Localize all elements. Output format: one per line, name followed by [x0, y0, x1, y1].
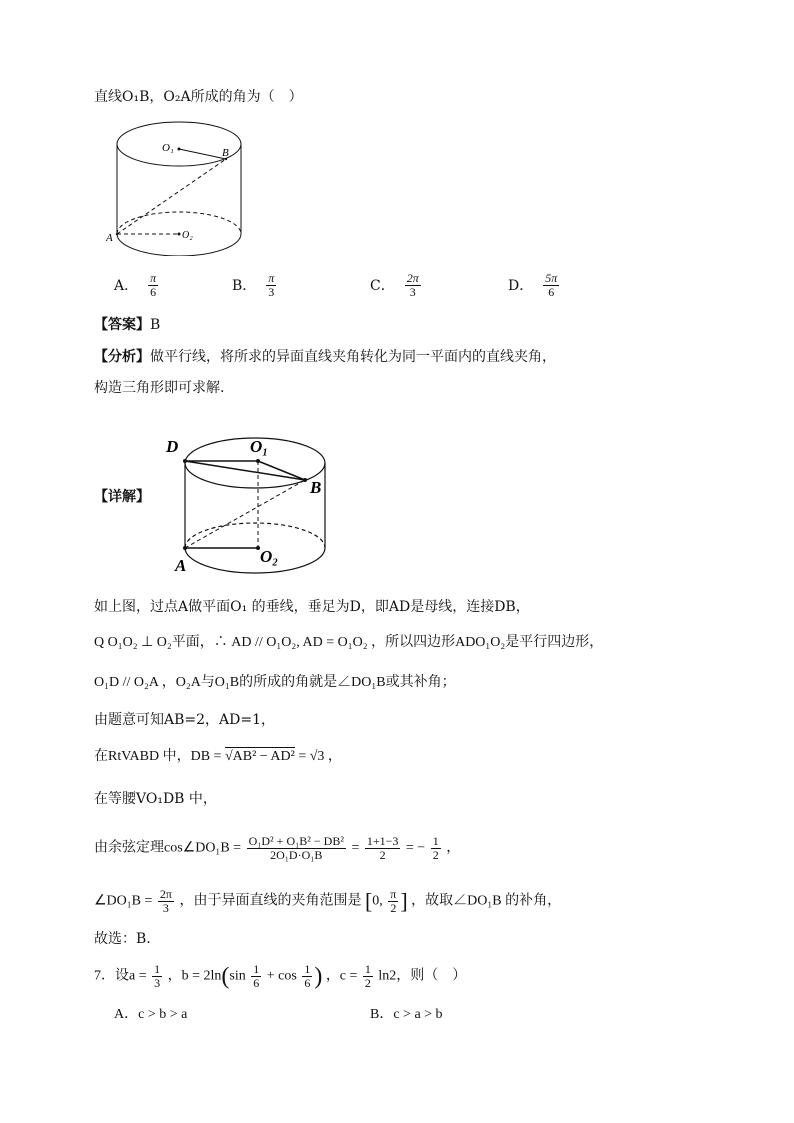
detail-line-1: 如上图，过点A做平面O₁ 的垂线，垂足为D，即AD是母线，连接DB， — [94, 599, 530, 615]
label-b: B — [222, 147, 229, 159]
question6-stem: 直线O₁B，O₂A所成的角为（ ） — [94, 89, 303, 105]
option-c: C． $\frac{2\pi}{3}$ — [370, 271, 419, 299]
label-b: B — [310, 478, 322, 497]
label-d: D — [166, 437, 179, 456]
option-b: B． $\frac{\pi}{3}$ — [232, 271, 275, 299]
analysis-line-2: 构造三角形即可求解. — [94, 380, 225, 396]
question7-stem: 7．设a = $\frac{1}{3}$ ，b = 2ln(sin $\frac{1}{6}$ + cos $\frac{1}{6}$ ) ，c = $\frac{1}{2}$ ln2，则（ ） — [94, 962, 467, 990]
cylinder-figure-2 — [160, 428, 340, 578]
detail-line-2: Q O₁O₂ ⊥ O₂平面，∴ AD // O₁O₂, AD = O₁O₂ ，所以四边形ADO₁O₂是平行四边形， — [94, 635, 604, 650]
analysis-line-1: 【分析】做平行线，将所求的异面直线夹角转化为同一平面内的直线夹角， — [94, 349, 556, 365]
label-o2: O₂ — [260, 547, 279, 566]
detail-line-4: 由题意可知AB=2，AD=1， — [94, 712, 276, 728]
detail-line-6: 在等腰VO₁DB 中， — [94, 791, 217, 807]
answer-line — [94, 315, 160, 335]
option-a: A． $\frac{\pi}{6}$ — [114, 271, 157, 299]
detail-tag: 【详解】 — [94, 489, 150, 505]
option-d: D． $\frac{5\pi}{6}$ — [508, 271, 558, 299]
label-o1: O₁ — [250, 437, 269, 456]
analysis-tag: 【分析】 — [94, 349, 150, 365]
detail-line-3: O₁D // O₂A ，O₂A与O₁B的所成的角就是∠DO₁B或其补角； — [94, 675, 456, 690]
cylinder-figure-1 — [104, 118, 254, 256]
detail-line-5: 在RtVABD 中，DB = √AB² − AD² = √3 ， — [94, 749, 342, 764]
answer-tag: 【答案】 — [94, 317, 150, 333]
label-a: A — [106, 232, 113, 244]
label-o2: O₂ — [182, 230, 193, 241]
question7-option-b: B．c > a > b — [370, 1007, 443, 1022]
detail-line-7: 由余弦定理cos∠DO₁B = $\frac{\text{O₁D² + O₁B² − DB²}}{\text{2O₁D·O₁B}}$ = $\frac{1+1-3}{2}$ = − $\frac{1}{2}$ ， — [94, 834, 461, 862]
answer-value: B — [150, 317, 161, 333]
detail-line-9: 故选：B. — [94, 931, 151, 947]
label-a: A — [175, 556, 187, 575]
label-o1: O₁ — [162, 142, 174, 154]
detail-line-8: ∠DO₁B = $\frac{2\pi}{3}$ ，由于异面直线的夹角范围是 [0, $\frac{\pi}{2}$ ] ，故取∠DO₁B 的补角， — [94, 887, 562, 915]
question7-option-a: A．c > b > a — [114, 1007, 188, 1022]
